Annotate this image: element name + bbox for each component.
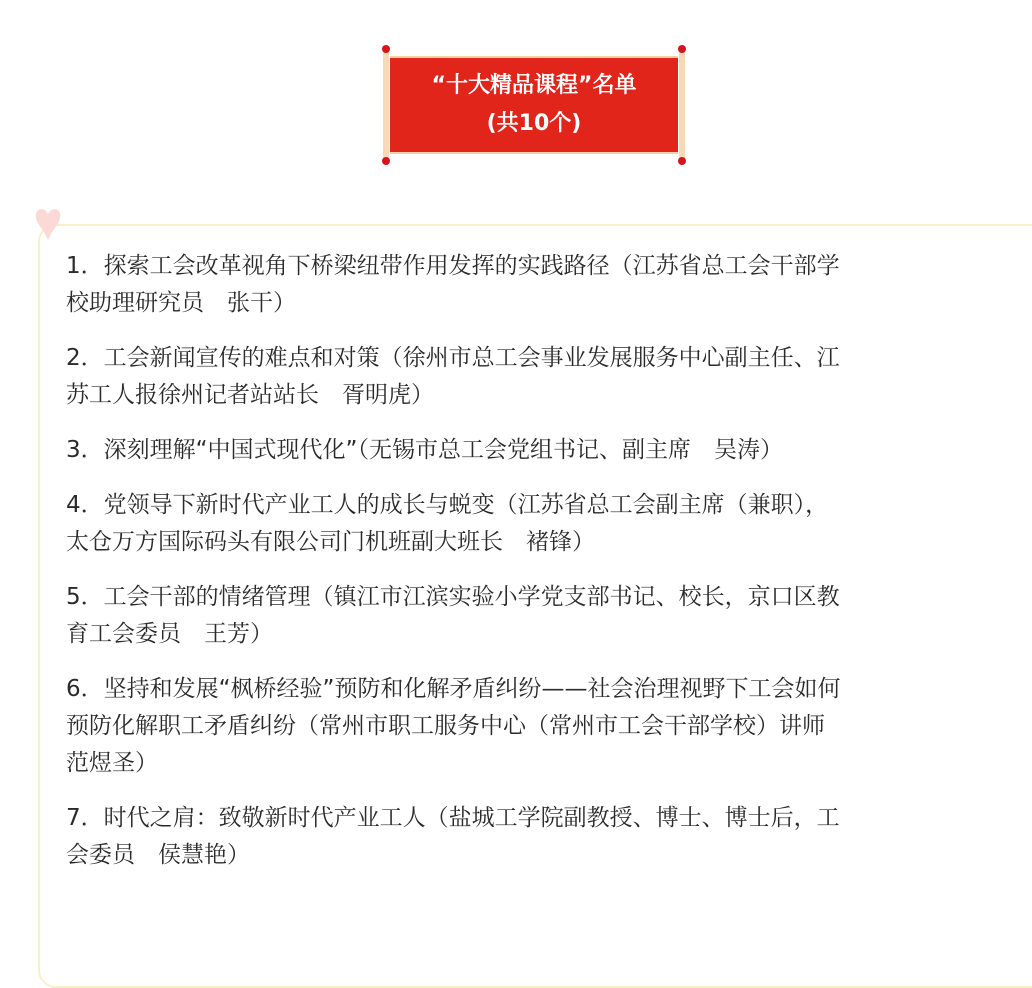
- list-item: 7．时代之肩：致敬新时代产业工人（盐城工学院副教授、博士、博士后，工 会委员 侯慧艳）: [66, 805, 840, 868]
- banner-subtitle: (共10个): [486, 111, 582, 136]
- scroll-rod-left: [383, 48, 389, 162]
- rod-cap-icon: [678, 45, 686, 53]
- list-item: 4．党领导下新时代产业工人的成长与蜕变（江苏省总工会副主席（兼职）， 太仓万方国际码头有限公司门机班副大班长 褚锋）: [66, 492, 829, 555]
- banner-panel: [390, 56, 678, 154]
- banner-title: “十大精品课程”名单: [431, 73, 637, 98]
- list-item: 2．工会新闻宣传的难点和对策（徐州市总工会事业发展服务中心副主任、江 苏工人报徐州记者站站长 胥明虎）: [66, 345, 840, 408]
- list-item: 3．深刻理解“中国式现代化”（无锡市总工会党组书记、副主席 吴涛）: [66, 437, 783, 463]
- rod-cap-icon: [382, 157, 390, 165]
- course-list: [66, 248, 1016, 892]
- rod-cap-icon: [382, 45, 390, 53]
- title-banner: [381, 48, 687, 162]
- list-item: 1．探索工会改革视角下桥梁纽带作用发挥的实践路径（江苏省总工会干部学 校助理研究员 张干）: [66, 253, 840, 316]
- scroll-rod-right: [679, 48, 685, 162]
- list-item: 6．坚持和发展“枫桥经验”预防和化解矛盾纠纷——社会治理视野下工会如何 预防化解职工矛盾纠纷（常州市职工服务中心（常州市工会干部学校）讲师 范煜圣）: [66, 676, 841, 776]
- rod-cap-icon: [678, 157, 686, 165]
- heart-icon: [34, 206, 62, 246]
- list-item: 5．工会干部的情绪管理（镇江市江滨实验小学党支部书记、校长，京口区教 育工会委员 王芳）: [66, 584, 840, 647]
